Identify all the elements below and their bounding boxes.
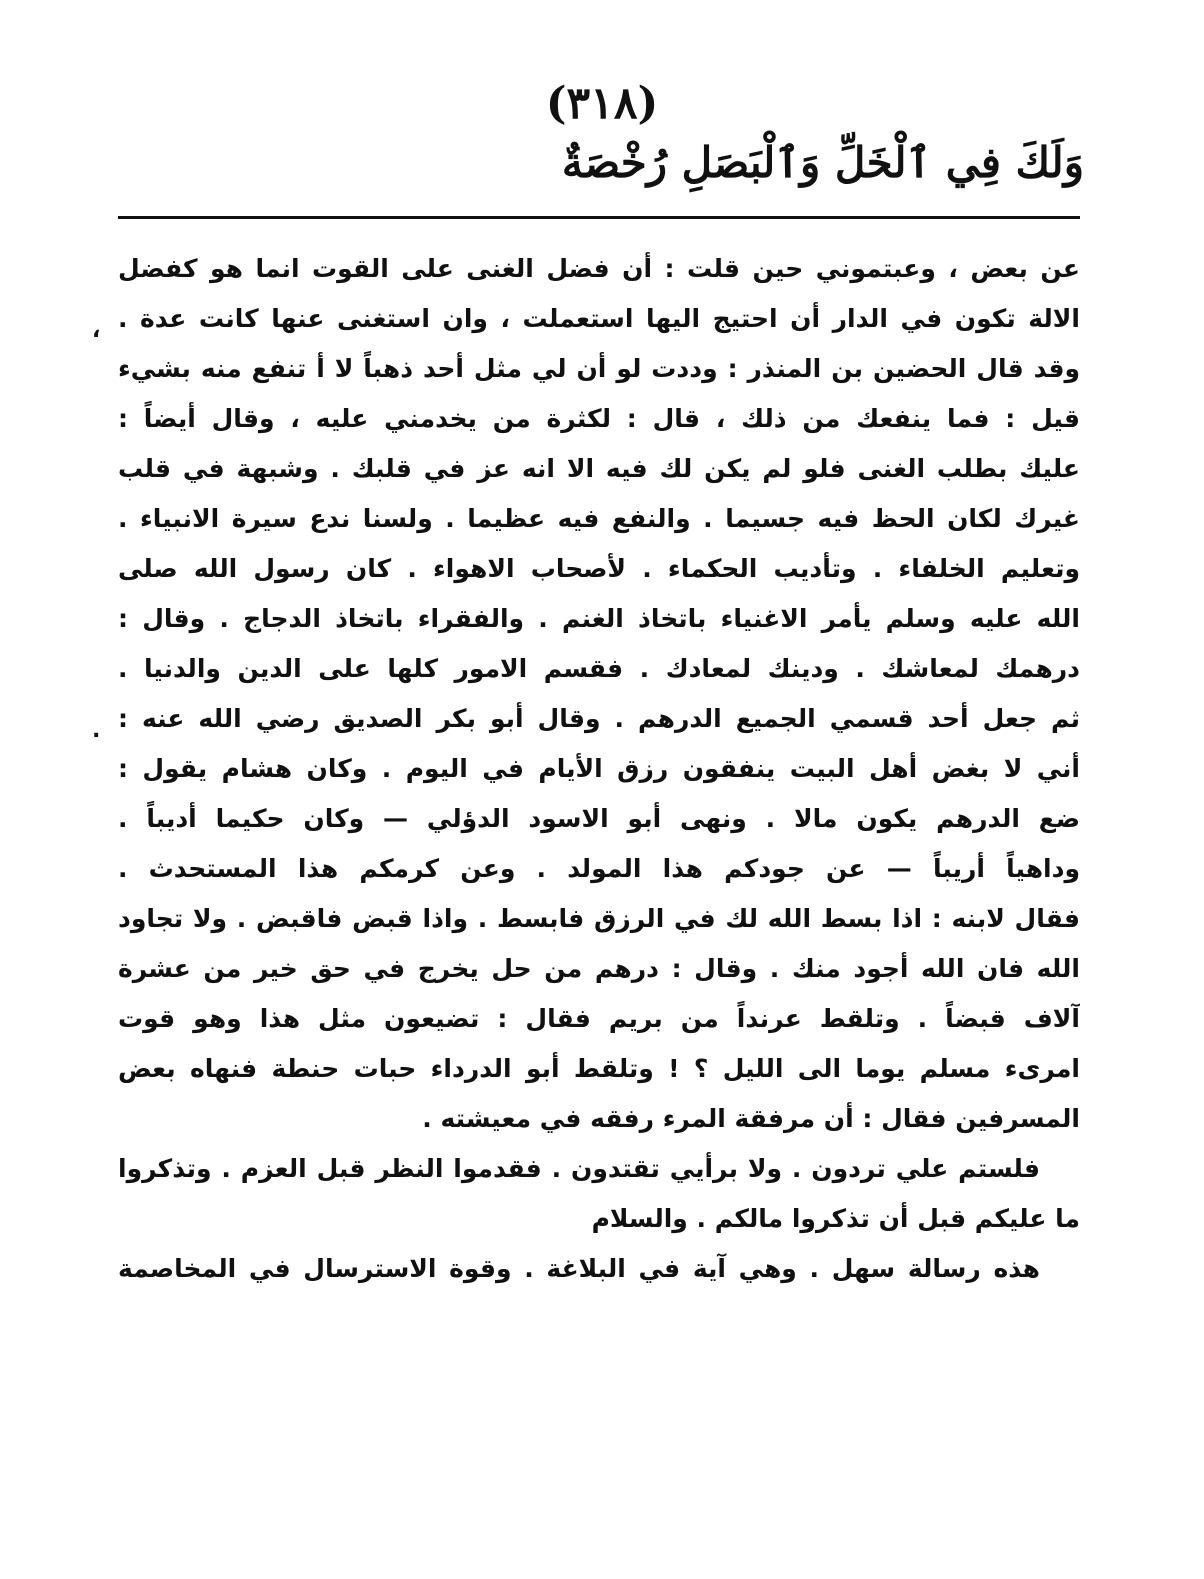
text-line: فلستم علي تردون . ولا برأيي تقتدون . فقدموا النظر قبل العزم . وتذكروا <box>118 1154 1040 1183</box>
text-line: ثم جعل أحد قسمي الجميع الدرهم . وقال أبو بكر الصديق رضي الله عنه : <box>118 704 1080 733</box>
text-line: امرىء مسلم يوما الى الليل ؟ ! وتلقط أبو الدرداء حبات حنطة فنهاه بعض <box>118 1054 1080 1083</box>
text-line: فقال لابنه : اذا بسط الله لك في الرزق فابسط . واذا قبض فاقبض . ولا تجاود <box>118 904 1080 933</box>
text-line: ما عليكم قبل أن تذكروا مالكم . والسلام <box>591 1204 1080 1233</box>
text-line: الله عليه وسلم يأمر الاغنياء باتخاذ الغنم . والفقراء باتخاذ الدجاج . وقال : <box>118 604 1080 633</box>
text-line: الله فان الله أجود منك . وقال : درهم من حل يخرج في حق خير من عشرة <box>118 954 1080 983</box>
text-line: عليك بطلب الغنى فلو لم يكن لك فيه الا انه عز في قلبك . وشبهة في قلب <box>118 454 1080 483</box>
text-line: آلاف قبضاً . وتلقط عرنداً من بريم فقال : تضيعون مثل هذا وهو قوت <box>118 1004 1080 1033</box>
text-line: غيرك لكان الحظ فيه جسيما . والنفع فيه عظيما . ولسنا ندع سيرة الانبياء . <box>118 504 1080 533</box>
header-rule <box>118 216 1080 219</box>
text-line: ضع الدرهم يكون مالا . ونهى أبو الاسود الدؤلي — وكان حكيما أديباً . <box>118 804 1080 833</box>
text-line: قيل : فما ينفعك من ذلك ، قال : لكثرة من يخدمني عليه ، وقال أيضاً : <box>118 404 1080 433</box>
margin-mark: . <box>92 718 101 743</box>
text-line: درهمك لمعاشك . ودينك لمعادك . فقسم الامور كلها على الدين والدنيا . <box>118 654 1080 683</box>
text-line: وتعليم الخلفاء . وتأديب الحكماء . لأصحاب الاهواء . كان رسول الله صلى <box>118 554 1080 583</box>
text-line: هذه رسالة سهل . وهي آية في البلاغة . وقوة الاسترسال في المخاصمة <box>118 1254 1040 1283</box>
text-line: الالة تكون في الدار أن احتيج اليها استعملت ، وان استغنى عنها كانت عدة . <box>118 304 1080 333</box>
text-line: وقد قال الحضين بن المنذر : وددت لو أن لي مثل أحد ذهباً لا أ تنفع منه بشيء <box>118 354 1080 383</box>
body-text <box>118 244 1080 1294</box>
text-line: أني لا بغض أهل البيت ينفقون رزق الأيام في اليوم . وكان هشام يقول : <box>118 754 1080 783</box>
text-line: المسرفين فقال : أن مرفقة المرء رفقه في معيشته . <box>422 1104 1080 1133</box>
running-heading: وَلَكَ فِي ٱلْخَلِّ وَٱلْبَصَلِ رُخْصَةٌ <box>561 138 1084 187</box>
text-line: وداهياً أريباً — عن جودكم هذا المولد . وعن كرمكم هذا المستحدث . <box>118 854 1080 883</box>
page-number: (٣١٨) <box>545 78 659 129</box>
margin-mark: ، <box>92 318 101 343</box>
text-line: عن بعض ، وعبتموني حين قلت : أن فضل الغنى على القوت انما هو كفضل <box>118 254 1080 283</box>
